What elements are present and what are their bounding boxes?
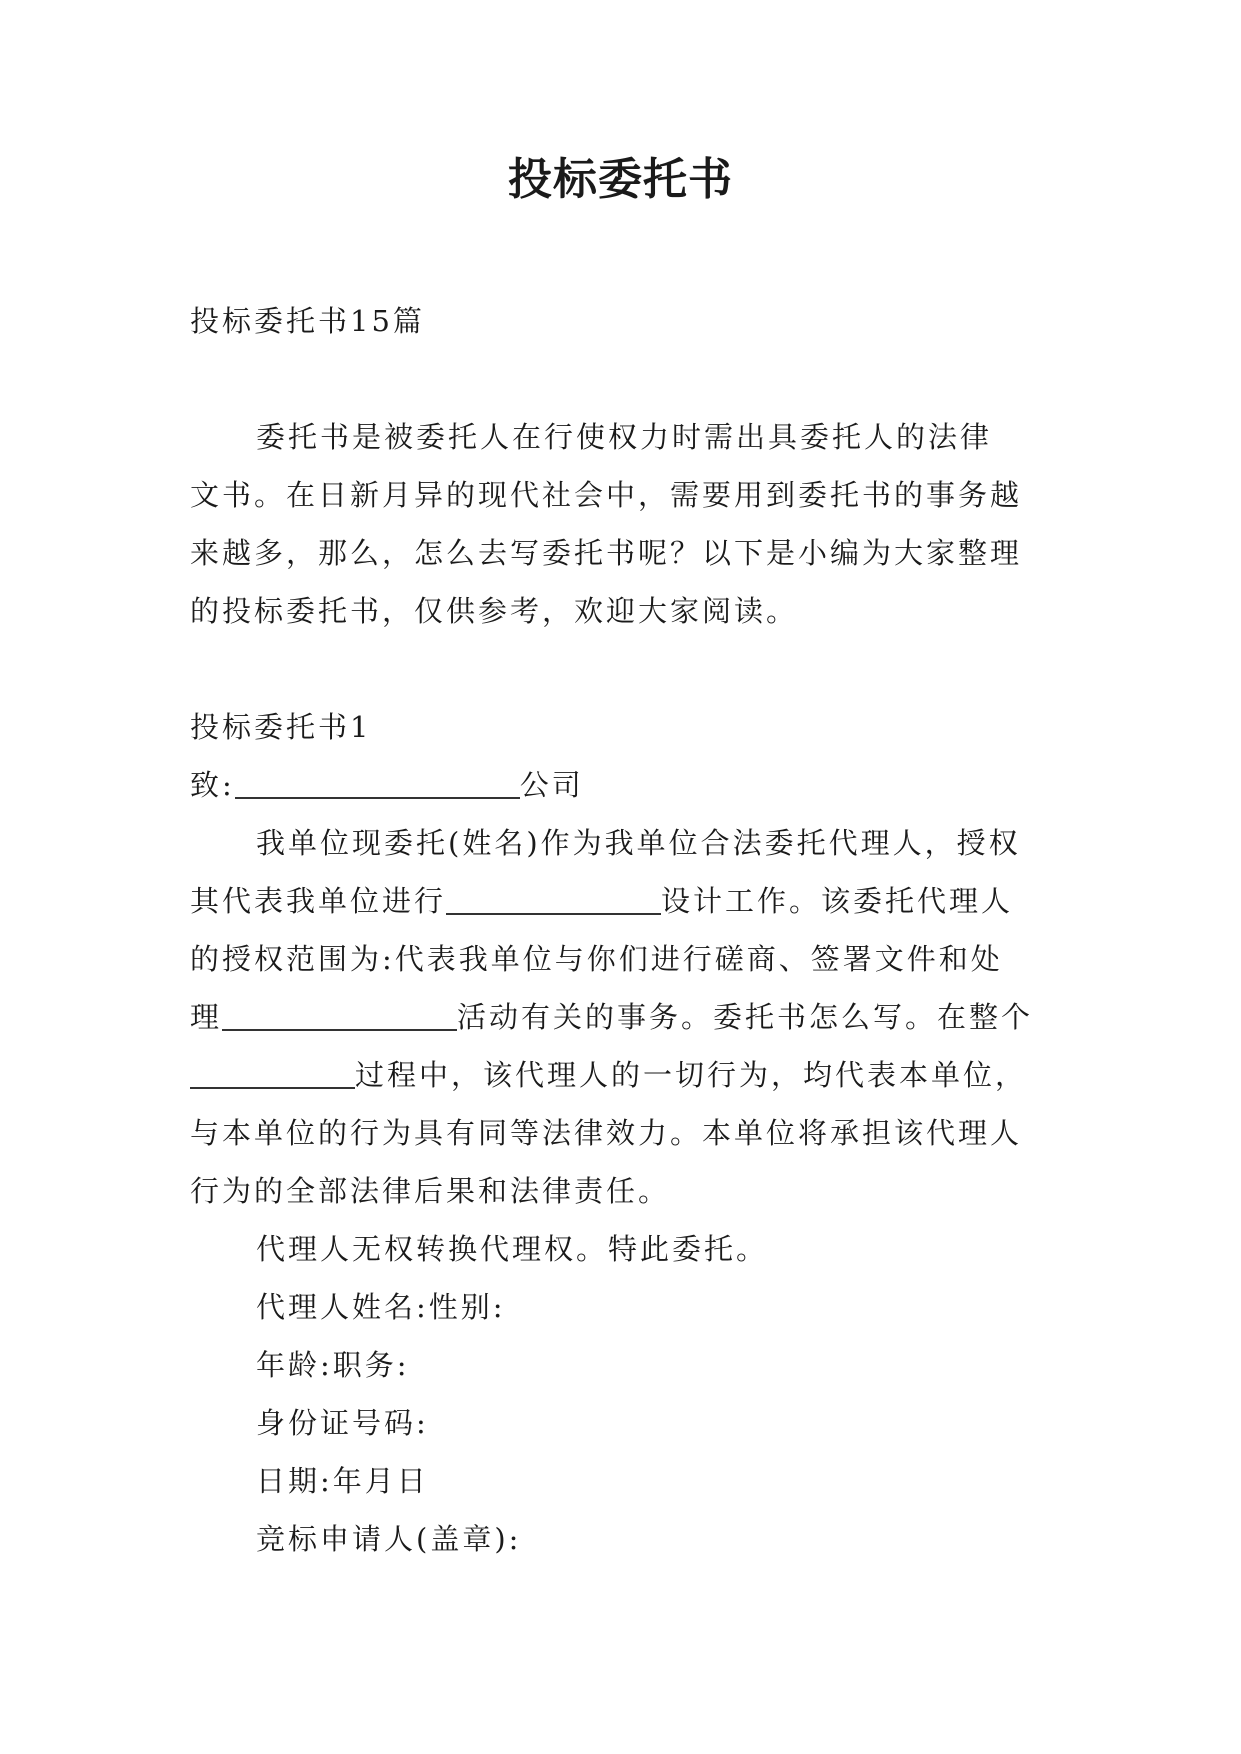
field-line: 代理人无权转换代理权。特此委托。 — [256, 1232, 769, 1266]
body-line: 与本单位的行为具有同等法律效力。本单位将承担该代理人 — [190, 1116, 1023, 1150]
intro-line: 委托书是被委托人在行使权力时需出具委托人的法律 — [256, 420, 993, 454]
field-line: 身份证号码: — [256, 1406, 429, 1440]
signature-fields — [190, 1220, 1070, 1568]
subtitle: 投标委托书15篇 — [190, 304, 425, 338]
section-title: 投标委托书1 — [190, 710, 372, 744]
company-blank — [235, 767, 520, 799]
intro-paragraph — [190, 408, 1070, 640]
intro-line: 来越多，那么，怎么去写委托书呢？以下是小编为大家整理 — [190, 536, 1023, 570]
body-line — [190, 872, 1070, 930]
document-body — [190, 292, 1070, 1568]
spacer — [190, 640, 1070, 698]
body-line — [190, 988, 1070, 1046]
document-title: 投标委托书 — [508, 154, 733, 205]
body-text: 活动有关的事务。委托书怎么写。在整个 — [457, 1000, 1034, 1034]
field-line: 日期:年月日 — [256, 1464, 429, 1498]
field-line: 竞标申请人(盖章): — [256, 1522, 522, 1556]
addressee-line — [190, 756, 1070, 814]
body-line: 我单位现委托(姓名)作为我单位合法委托代理人，授权 — [256, 826, 1021, 860]
intro-line: 文书。在日新月异的现代社会中，需要用到委托书的事务越 — [190, 478, 1023, 512]
spacer — [190, 350, 1070, 408]
addressee-prefix: 致: — [190, 768, 235, 802]
intro-line: 的投标委托书，仅供参考，欢迎大家阅读。 — [190, 594, 799, 628]
body-line: 的授权范围为:代表我单位与你们进行磋商、签署文件和处 — [190, 942, 1003, 976]
body-line — [190, 1046, 1070, 1104]
activity-blank — [222, 999, 457, 1031]
field-line: 年龄:职务: — [256, 1348, 410, 1382]
body-line: 行为的全部法律后果和法律责任。 — [190, 1174, 671, 1208]
field-line: 代理人姓名:性别: — [256, 1290, 506, 1324]
authorization-paragraph — [190, 814, 1070, 1220]
body-text: 设计工作。该委托代理人 — [661, 884, 1014, 918]
body-text: 理 — [190, 1000, 223, 1034]
addressee-suffix: 公司 — [519, 768, 584, 802]
body-text: 过程中，该代理人的一切行为，均代表本单位， — [355, 1058, 1028, 1092]
body-text: 其代表我单位进行 — [190, 884, 447, 918]
process-blank — [190, 1057, 355, 1089]
project-blank — [446, 883, 661, 915]
